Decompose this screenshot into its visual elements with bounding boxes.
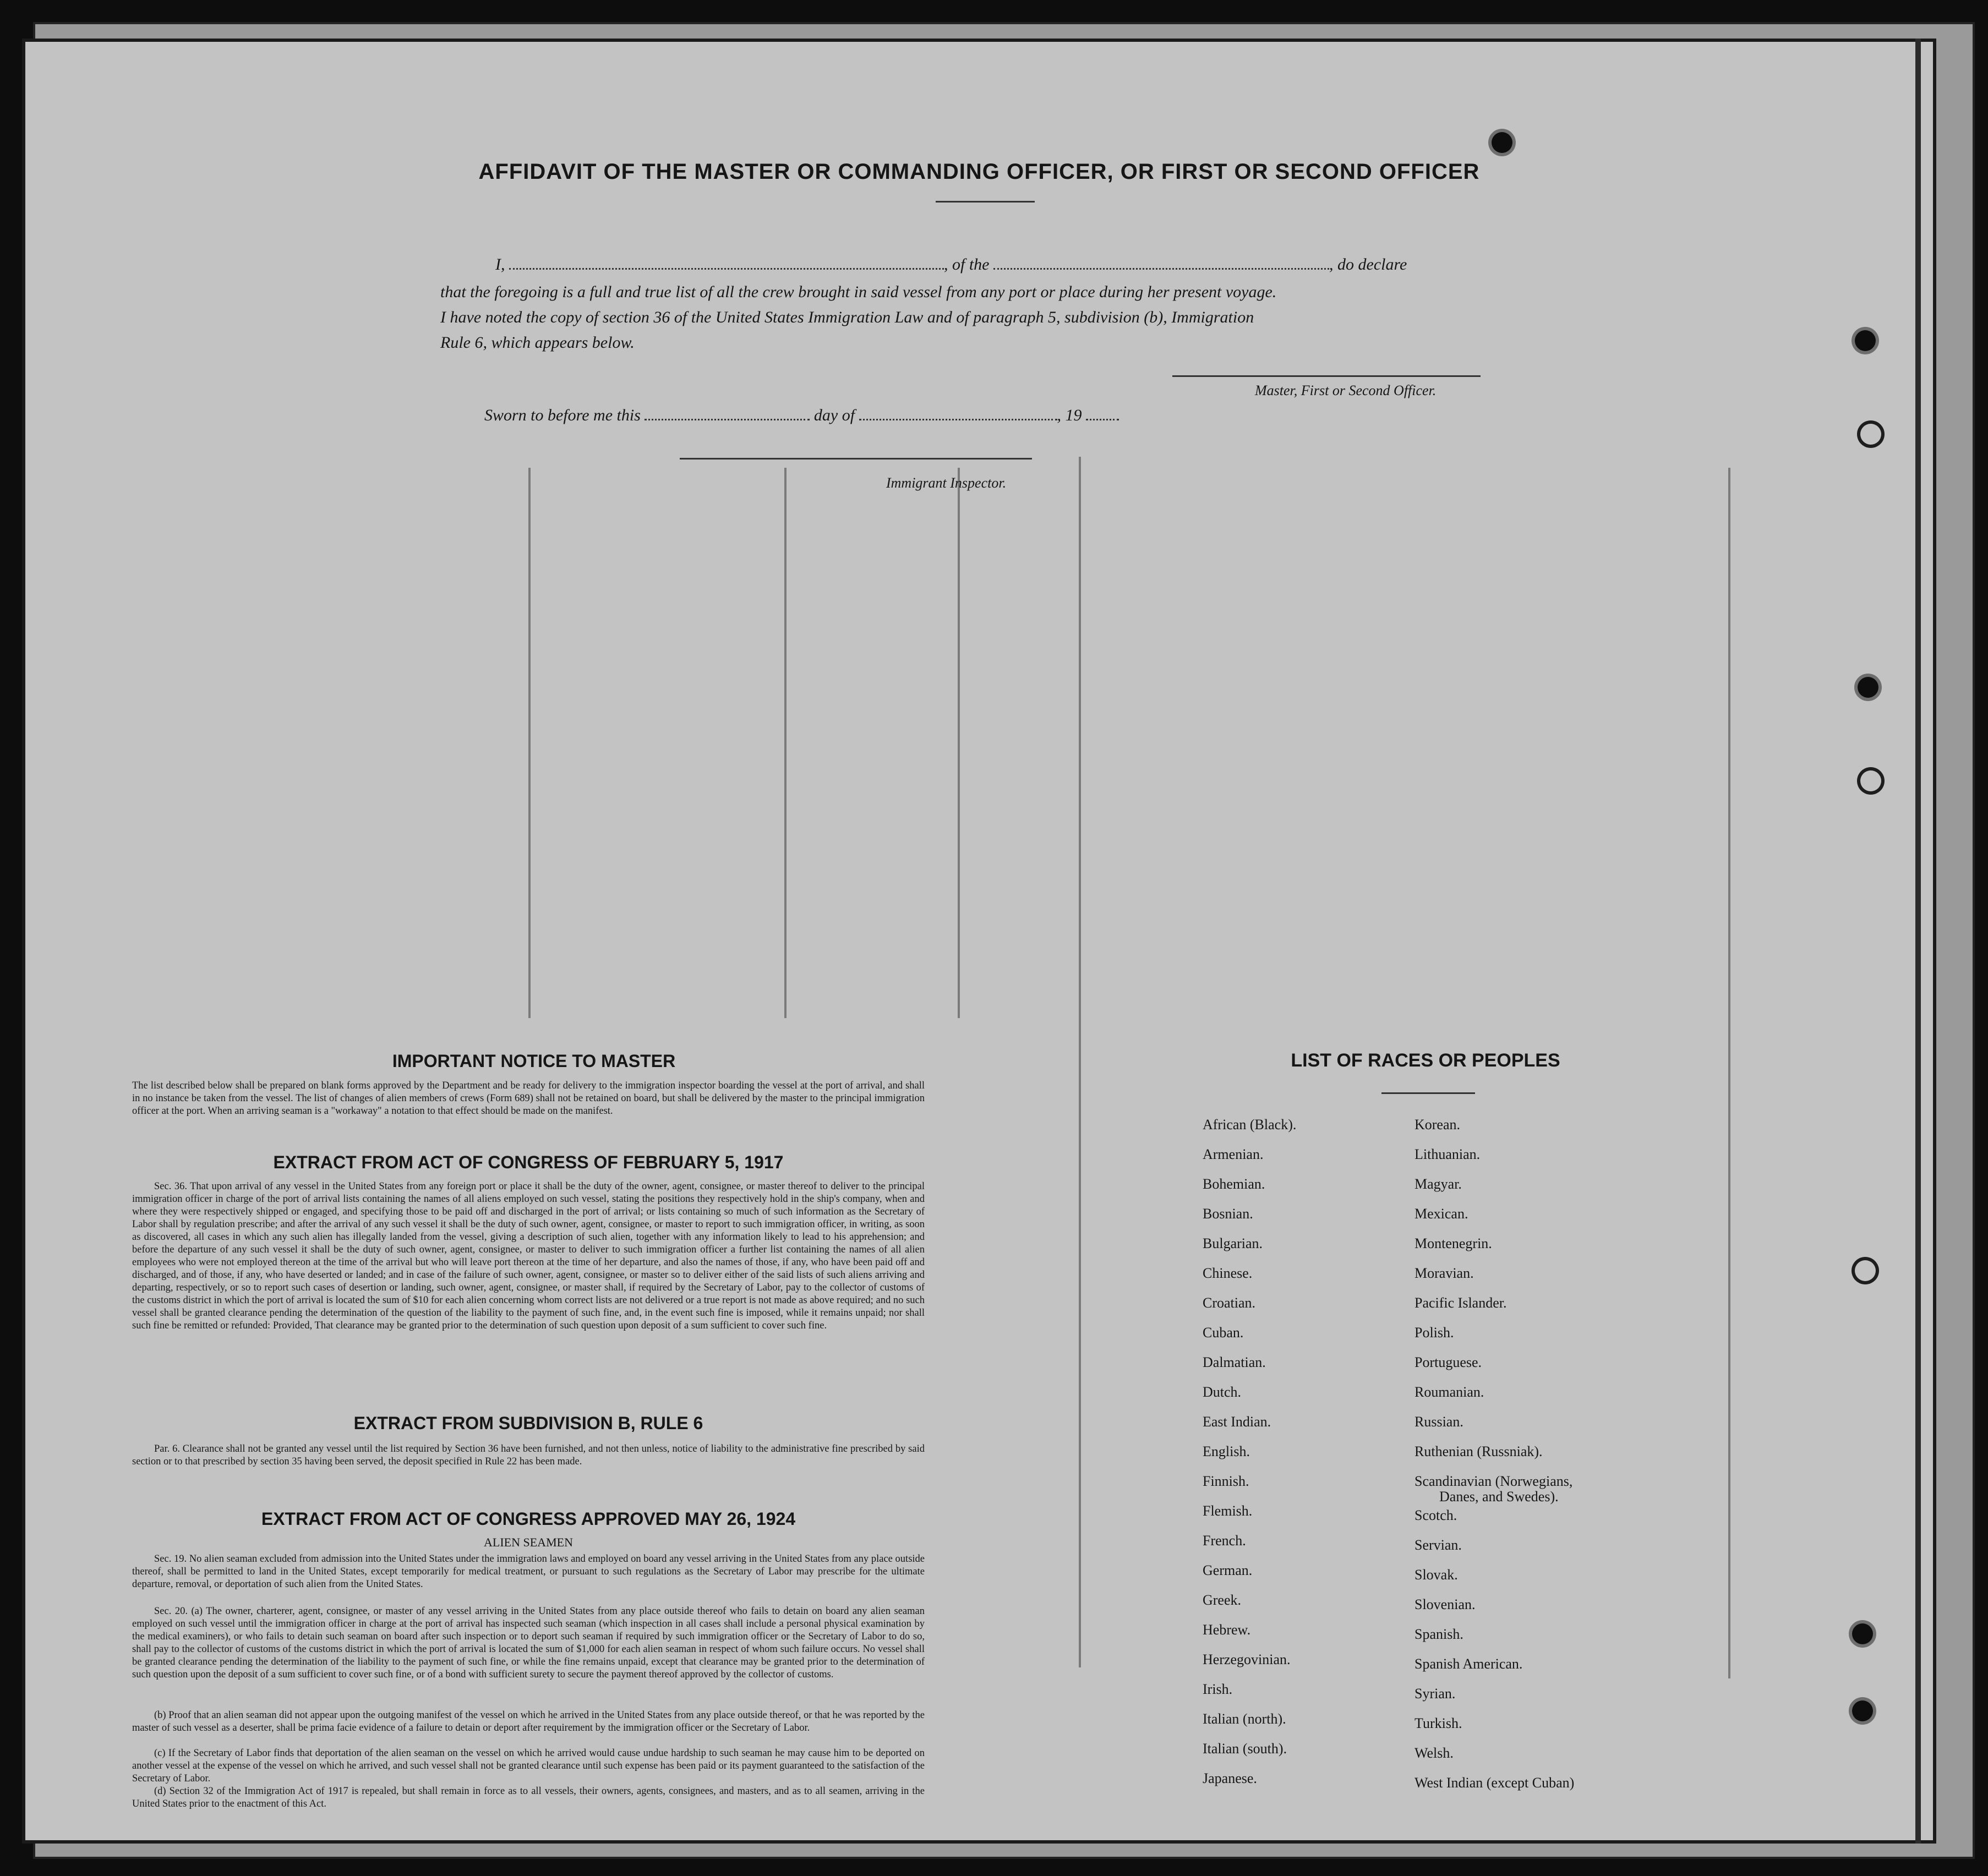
race-left-item: Chinese. bbox=[1203, 1265, 1253, 1281]
race-right-item: Pacific Islander. bbox=[1414, 1295, 1507, 1311]
affidavit-line-4: Rule 6, which appears below. bbox=[440, 333, 635, 352]
punch-hole bbox=[1858, 677, 1878, 698]
race-right-item: Montenegrin. bbox=[1414, 1235, 1492, 1251]
sworn-day-of: day of bbox=[813, 406, 855, 424]
punch-hole bbox=[1855, 330, 1876, 351]
name-blank[interactable] bbox=[509, 255, 944, 270]
sec20b-body: (b) Proof that an alien seaman did not appear upon the outgoing manifest of the vessel on which he arrived in the United States from any place outside thereof, or that he was reported by the master of such vessel as a deserter, shall be prima facie evidence of a failure to detain or deport after requirement by the immigration officer or the Secretary of Labor. bbox=[132, 1710, 925, 1733]
race-left-item: East Indian. bbox=[1203, 1414, 1271, 1430]
race-left-item: Bulgarian. bbox=[1203, 1235, 1263, 1251]
sworn-year: , 19 bbox=[1057, 406, 1082, 424]
punch-hole bbox=[1852, 1623, 1873, 1644]
races-divider bbox=[1381, 1092, 1475, 1094]
race-right-item: Portuguese. bbox=[1414, 1354, 1482, 1370]
punch-hole bbox=[1852, 1700, 1873, 1721]
race-left-item: Bosnian. bbox=[1203, 1206, 1253, 1222]
officer-signature-line[interactable] bbox=[1172, 375, 1481, 377]
race-right-item: Korean. bbox=[1414, 1117, 1461, 1133]
rule6-body: Par. 6. Clearance shall not be granted any vessel until the list required by Section 36 have been furnished, and not then unless, notice of liability to the administrative fine prescribed by said section or to that prescribed by section 35 having been served, the deposit specified in Rule 22 has been made. bbox=[132, 1443, 925, 1467]
notice-title: IMPORTANT NOTICE TO MASTER bbox=[392, 1051, 676, 1071]
sec19-body: Sec. 19. No alien seaman excluded from admission into the United States under the immigration laws and employed on board any vessel arriving in the United States from any place outside thereof, shall be permitted to land in the United States, except temporarily for medical treatment, or pursuant to such regulations as the Secretary of Labor may prescribe for the ultimate departure, removal, or deportation of such alien from the United States. bbox=[132, 1554, 925, 1590]
race-left-item: Italian (north). bbox=[1203, 1711, 1286, 1727]
race-right-item: Syrian. bbox=[1414, 1686, 1456, 1702]
race-right-item-continued: Danes, and Swedes). bbox=[1439, 1489, 1559, 1505]
race-right-item: Mexican. bbox=[1414, 1206, 1468, 1222]
ghost-column-rule bbox=[784, 468, 787, 1018]
race-left-item: Japanese. bbox=[1203, 1770, 1257, 1786]
affidavit-line-2: that the foregoing is a full and true list of all the crew brought in said vessel from any port or place during her present voyage. bbox=[440, 283, 1277, 301]
race-left-item: Greek. bbox=[1203, 1592, 1242, 1608]
sworn-line bbox=[484, 403, 1420, 428]
affidavit-line-1 bbox=[495, 252, 1497, 277]
race-right-item: Spanish American. bbox=[1414, 1656, 1523, 1672]
race-left-item: Herzegovinian. bbox=[1203, 1651, 1291, 1667]
race-right-item: Moravian. bbox=[1414, 1265, 1474, 1281]
race-right-item: Spanish. bbox=[1414, 1626, 1463, 1642]
race-left-item: Irish. bbox=[1203, 1681, 1233, 1697]
officer-signature-label: Master, First or Second Officer. bbox=[1255, 382, 1437, 398]
affidavit-i: I, bbox=[495, 255, 505, 274]
ghost-column-rule bbox=[958, 468, 960, 1018]
document-page bbox=[22, 39, 1936, 1844]
race-right-item: Magyar. bbox=[1414, 1176, 1462, 1192]
race-right-item: Welsh. bbox=[1414, 1745, 1454, 1761]
race-left-item: French. bbox=[1203, 1533, 1246, 1549]
race-left-item: Cuban. bbox=[1203, 1325, 1244, 1341]
race-left-item: African (Black). bbox=[1203, 1117, 1297, 1133]
race-right-item: Turkish. bbox=[1414, 1715, 1462, 1731]
race-left-item: Armenian. bbox=[1203, 1146, 1264, 1162]
title-divider bbox=[936, 201, 1035, 203]
notice-body: The list described below shall be prepared on blank forms approved by the Department and be ready for delivery to the immigration inspector boarding the vessel at the port of arrival, and shall in no instance be taken from the vessel. The list of changes of alien members of crews (Form 689) shall not be retained on board, but shall be delivered by the master to the principal immigration officer at the port. When an arriving seaman is a "workaway" a notation to that effect should be made on the manifest. bbox=[132, 1080, 925, 1117]
race-left-item: Flemish. bbox=[1203, 1503, 1253, 1519]
race-left-item: Finnish. bbox=[1203, 1473, 1249, 1489]
extract-1924-title: EXTRACT FROM ACT OF CONGRESS APPROVED MAY 26, 1924 bbox=[261, 1509, 796, 1529]
race-right-item: Slovenian. bbox=[1414, 1596, 1476, 1612]
race-left-item: Dutch. bbox=[1203, 1384, 1242, 1400]
race-right-item: Scotch. bbox=[1414, 1507, 1457, 1523]
punch-hole bbox=[1855, 1260, 1876, 1281]
race-right-item: Slovak. bbox=[1414, 1567, 1458, 1583]
sec20a-body: Sec. 20. (a) The owner, charterer, agent, consignee, or master of any vessel arriving in the United States from any place outside thereof who fails to detain on board any alien seaman employed on such vessel until the immigration officer in charge at the port of arrival has inspected such seaman (which inspection in all cases shall include a personal physical examination by the medical examiners), or who fails to detain such seaman on board after such inspection or to deport such seaman if required by such immigration officer or the Secretary of Labor to do so, shall pay to the collector of customs of the customs district in which the port of arrival is located the sum of $1,000 for each alien seaman in respect of whom such failure occurs. No vessel shall be granted clearance pending the determination of the liability to the payment of such fine, or while the fine remains unpaid, except that clearance may be granted prior to the determination of such question upon the deposit of a sum sufficient to cover such fine, or of a bond with sufficient surety to secure the payment thereof approved by the collector of customs. bbox=[132, 1606, 925, 1680]
affidavit-title: AFFIDAVIT OF THE MASTER OR COMMANDING OFFICER, OR FIRST OR SECOND OFFICER bbox=[478, 160, 1480, 184]
affidavit-of-the: , of the bbox=[944, 255, 990, 274]
rule6-title: EXTRACT FROM SUBDIVISION B, RULE 6 bbox=[353, 1413, 703, 1433]
sworn-month-blank[interactable] bbox=[859, 406, 1057, 420]
race-right-item: Polish. bbox=[1414, 1325, 1454, 1341]
vessel-blank[interactable] bbox=[993, 255, 1329, 270]
race-left-item: Bohemian. bbox=[1203, 1176, 1265, 1192]
alien-seamen-subtitle: ALIEN SEAMEN bbox=[484, 1535, 573, 1549]
ghost-column-rule bbox=[528, 468, 531, 1018]
sworn-year-blank[interactable] bbox=[1086, 406, 1119, 420]
race-left-item: German. bbox=[1203, 1562, 1253, 1578]
extract-1917-title: EXTRACT FROM ACT OF CONGRESS OF FEBRUARY 5, 1917 bbox=[273, 1152, 784, 1172]
punch-hole bbox=[1860, 424, 1881, 445]
affidavit-declare: , do declare bbox=[1329, 255, 1407, 274]
sworn-label: Sworn to before me this bbox=[484, 406, 641, 424]
inspector-label: Immigrant Inspector. bbox=[886, 475, 1007, 491]
ghost-column-rule bbox=[1728, 468, 1730, 1678]
extract-1917-body: Sec. 36. That upon arrival of any vessel in the United States from any foreign port or place it shall be the duty of the owner, agent, consignee, or master thereof to deliver to the principal immigration officer in charge of the port of arrival lists containing the names of all aliens employed on such vessel, stating the positions they respectively hold in the ship's company, when and where they were respectively shipped or engaged, and specifying those to be paid off and discharged in the port of arrival; or lists containing so much of such information as the Secretary of Labor shall by regulation prescribe; and after the arrival of any such vessel it shall be the duty of such owner, agent, consignee, or master to report to such immigration officer, in writing, as soon as discovered, all cases in which any such alien has illegally landed from the vessel, giving a description of such alien, together with any information likely to lead to his apprehension; and before the departure of any such vessel it shall be the duty of such owner, agent, consignee, or master to deliver to such immigration officer a further list containing the names of all alien employees who were not employed thereon at the time of the arrival but who will leave port thereon at the time of her departure, and also the names of those, if any, who have been paid off and discharged, and of those, if any, who have deserted or landed; and in case of the failure of such owner, agent, consignee, or master so to deliver either of the said lists of such aliens arriving and departing, respectively, or so to report such cases of desertion or landing, such owner, agent, consignee, or master shall, if required by the Secretary of Labor, pay to the collector of customs of the customs district in which the port of arrival is located the sum of $10 for each alien concerning whom correct lists are not delivered or a true report is not made as above required; and no such vessel shall be granted clearance pending the determination of the question of the liability to the payment of such fine, and, in the event such fine is imposed, while it remains unpaid; nor shall such fine be remitted or refunded: Provided, That clearance may be granted prior to the determination of such question upon deposit of a sum sufficient to cover such fine. bbox=[132, 1181, 925, 1331]
race-right-item: Servian. bbox=[1414, 1537, 1462, 1553]
race-right-item: Scandinavian (Norwegians, bbox=[1414, 1473, 1573, 1489]
race-right-item: West Indian (except Cuban) bbox=[1414, 1775, 1575, 1791]
sworn-day-blank[interactable] bbox=[645, 406, 810, 420]
race-left-item: English. bbox=[1203, 1443, 1250, 1459]
ghost-column-rule bbox=[1079, 457, 1081, 1667]
race-right-item: Roumanian. bbox=[1414, 1384, 1484, 1400]
race-left-item: Croatian. bbox=[1203, 1295, 1256, 1311]
inspector-signature-line[interactable] bbox=[680, 458, 1032, 460]
punch-hole bbox=[1860, 770, 1881, 791]
race-left-item: Italian (south). bbox=[1203, 1741, 1287, 1757]
page-edge bbox=[1915, 39, 1921, 1844]
race-right-item: Lithuanian. bbox=[1414, 1146, 1481, 1162]
race-left-item: Hebrew. bbox=[1203, 1622, 1251, 1638]
sec20c-body: (c) If the Secretary of Labor finds that deportation of the alien seaman on the vessel on which he arrived would cause undue hardship to such seaman he may cause him to be deported on another vessel at the expense of the vessel on which he arrived, and such vessel shall not be granted clearance until such expense has been paid or its payment guaranteed to the satisfaction of the Secretary of Labor. bbox=[132, 1748, 925, 1784]
punch-hole bbox=[1492, 132, 1512, 153]
race-right-item: Russian. bbox=[1414, 1414, 1463, 1430]
races-title: LIST OF RACES OR PEOPLES bbox=[1291, 1050, 1560, 1071]
sec20d-body: (d) Section 32 of the Immigration Act of 1917 is repealed, but shall remain in force as to all vessels, their owners, agents, consignees, and masters, and as to all seamen, arriving in the United States prior to the enactment of this Act. bbox=[132, 1786, 925, 1809]
race-right-item: Ruthenian (Russniak). bbox=[1414, 1443, 1543, 1459]
affidavit-line-3: I have noted the copy of section 36 of the United States Immigration Law and of paragraph 5, subdivision (b), Immigration bbox=[440, 308, 1254, 326]
race-left-item: Dalmatian. bbox=[1203, 1354, 1266, 1370]
